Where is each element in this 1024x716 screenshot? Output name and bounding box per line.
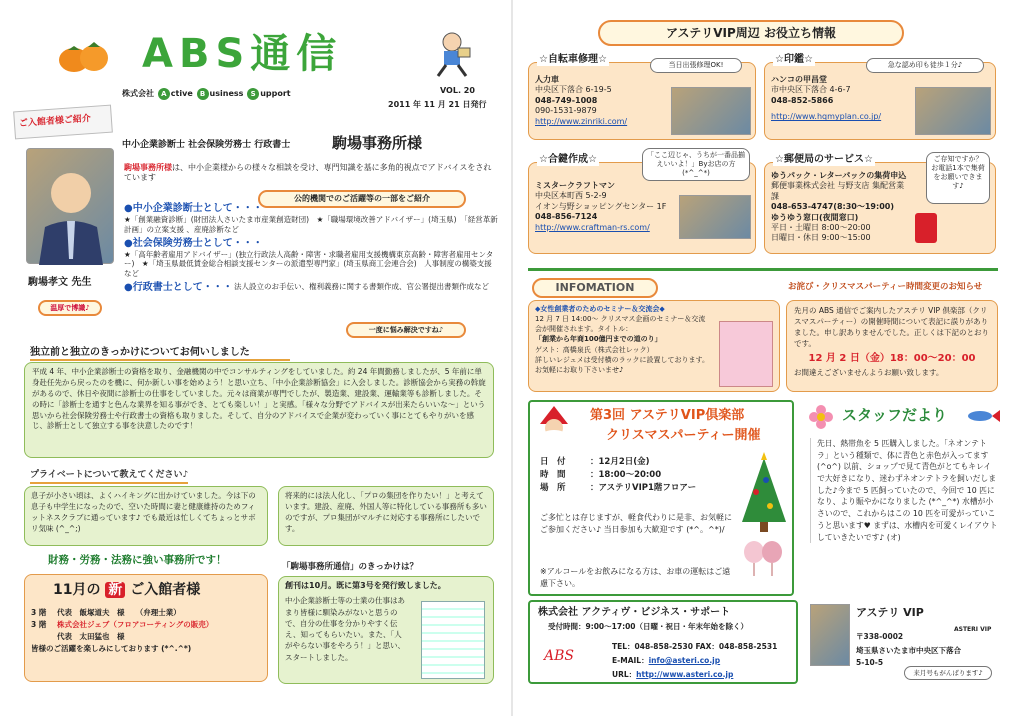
post-holiday: 日曜日・休日 9:00～15:00	[771, 233, 871, 243]
role-head: ●中小企業診断士として・・・	[124, 203, 263, 214]
party-date: 12月2日(金)	[598, 457, 650, 467]
asteri-address: 埼玉県さいたま市中央区下落合	[856, 646, 961, 655]
post-tel: 048-653-4747(8:30～19:00)	[771, 202, 894, 212]
url-link[interactable]: http://www.asteri.co.jp	[636, 670, 734, 679]
stamp-tel: 048-852-5866	[771, 95, 834, 105]
newcomer-row	[31, 619, 261, 631]
apology-time: 12 月 2 日（金）18：00～20：00	[808, 352, 976, 364]
credentials: 中小企業診断士 社会保険労務士 行政書士	[122, 140, 291, 150]
abs-logo	[540, 640, 580, 670]
staff-body: 先日、熱帯魚を 5 匹購入しました。「ネオンテトラ」という種類で、体に青色と赤色が入ってます(^o^) 以前、ショップで見て青色がとてもキレイで大好きになり、迷わずネオンテトラを飼いだしました♪今まで 5 匹飼っていたので、今回で 10 匹になり、より賑やかになりました (*^_^*) 水槽が小さいので、これからはこの 10 匹を可愛がっていこうと思います♥ まずは、水槽内を可愛くレイアウトしていきたいです♪ (オ)	[810, 438, 998, 543]
persimmon-icon	[56, 36, 112, 76]
circle-b: B	[197, 88, 209, 100]
keys-building: イオン与野ショッピングセンター 1F	[535, 201, 667, 211]
party-time-row: 時 間 ：18:00～20:00	[540, 469, 662, 480]
company-name: 株式会社 アクティヴ・ビジネス・サポート	[538, 607, 731, 618]
history-body: 平成 4 年、中小企業診断士の資格を取り、金融機関の中でコンサルティングをしていました。約 24 年間勤務しましたが、5 年前に単身赴任先から戻ったのを機に、何か新しい事を始めよう！と思い立ち、「中小企業診断協会」に入会しました。診断協会から実務の斡旋があるので、休日や夜間に診断士の仕事をしていました。元々は商業が専門でしたが、製造業、建設業、運輸業等も診断しました。その時に「診断士を通すと色んな業界を知る事ができ、とても楽しい！」と実感。「様々な分野でアドバイスが出来たらいいな～」という思いから社会保険労務士や行政書士の資格も取りました。そして、自分のアドバイスで企業が変わっていく事にとてもやりがいを感じ、診断士として独立する事を決意したのです！	[32, 367, 486, 431]
intro-pill-2: 一度に悩み解決ですね♪	[346, 322, 466, 338]
issue-date: 2011 年 11 月 21 日発行	[388, 100, 487, 109]
apology-heading: お詫び・クリスマスパーティー時間変更のお知らせ	[788, 282, 983, 292]
role-body: 法人設立のお手伝い、権利義務に関する書類作成、官公署提出書類作成など	[234, 281, 489, 291]
circle-a: A	[158, 88, 170, 100]
newcomer-row	[31, 607, 261, 619]
right-header: アステリVIP周辺 お役立ち情報	[598, 20, 904, 46]
email-link[interactable]: info@asteri.co.jp	[648, 656, 721, 665]
post-speech: ご存知ですか？お電話1本で集荷をお願いできます♪	[926, 152, 990, 204]
asteri-address-2: 5-10-5	[856, 658, 884, 667]
company-hours: 受付時間：9:00～17:00（日曜・祝日・年末年始を除く）	[548, 622, 749, 631]
stamp-link[interactable]: http://www.hqmyplan.co.jp/	[771, 112, 882, 122]
stamp-shop-name: ハンコの甲昌堂	[771, 75, 827, 84]
role-body: ★「創業融資診断」(財団法人さいたま市産業創造財団) ★「職場環境改善アドバイザー」(埼玉県) 「経営革新計画」の立案支援 、産廃診断など	[124, 215, 498, 234]
person-note: 温厚で博識♪	[38, 300, 102, 316]
bike-address: 中央区下落合 6-19-5	[535, 85, 612, 95]
newcomers-list	[31, 607, 261, 655]
private-box	[24, 486, 268, 546]
stamp-card	[764, 54, 996, 140]
page-fold	[511, 0, 513, 716]
bike-shop-name: 人力車	[535, 75, 559, 84]
person-photo	[26, 148, 114, 264]
keys-heading: ☆合鍵作成☆	[539, 154, 597, 165]
svg-text:ABS: ABS	[544, 648, 574, 664]
stamp-shop-photo	[915, 87, 991, 135]
role-item	[124, 237, 498, 279]
role-item	[124, 202, 498, 235]
bike-speech: 当日出張修理OK!	[650, 58, 742, 73]
asteri-zip: 〒338-0002	[856, 632, 904, 641]
bike-heading: ☆自転車修理☆	[539, 54, 607, 65]
future-body: 将来的には法人化し、「プロの集団を作りたい！」と考えています。建設、産廃、外国人等に特化している事務所も多いのですが、プロ集団がマルチに対応する事務所にしたいです。	[285, 491, 487, 533]
party-note: ※アルコールをお飲みになる方は、お車の運転はご遠慮下さい。	[540, 567, 731, 588]
stamp-address: 市中央区下落合 4-6-7	[771, 85, 851, 95]
role-body: ★「高年齢者雇用アドバイザー」(独立行政法人高齢・障害・求職者雇用支援機構東京高齢・障害者雇用センター) ★「埼玉県最低賃金総合相談支援センターの派遣型専門家」(埼玉県商工会連合会) 人事制度の構築支援など	[124, 249, 494, 278]
tsushin-heading: 「駒場事務所通信」のきっかけは？	[282, 562, 419, 572]
newcomers-title	[31, 581, 261, 599]
newcomer-floor: 3 階	[31, 608, 47, 618]
party-date-row: 日 付 ：12月2日(金)	[540, 457, 650, 467]
party-body: ご多忙とは存じますが、軽食代わりに是非、お気軽にご参加ください♪ 当日参加も大歓迎です (*^。^*)/	[540, 513, 732, 534]
intro-badge-label: ご入館者様ご紹介	[18, 114, 92, 130]
newsletter-thumbnail	[421, 601, 485, 679]
masthead-company	[122, 88, 291, 100]
company-email-row	[612, 656, 720, 666]
intro-lead	[124, 163, 496, 184]
bike-link[interactable]: http://www.zinriki.com/	[535, 116, 628, 126]
url-label: URL：	[612, 670, 637, 679]
intro-pill: 公的機関でのご活躍等の一部をご紹介	[258, 190, 466, 208]
future-box	[278, 486, 494, 546]
company-url-row	[612, 670, 733, 680]
stamp-speech: 急な認め印も徒歩１分♪	[866, 58, 984, 73]
lead-name: 駒場事務所様	[124, 163, 172, 172]
roles-block	[124, 202, 498, 292]
asteri-building-photo	[810, 604, 850, 666]
wine-glasses-icon	[738, 538, 786, 578]
keys-speech: 「ここ辺じゃ、うちが一番品揃えいいよ！」Byお店の方 (*^_^*)	[642, 148, 750, 181]
newcomers-month: 11月の	[53, 582, 101, 598]
party-details	[540, 456, 696, 494]
post-title: ゆうパック・レターパックの集荷申込	[771, 171, 907, 180]
keys-shop-name: ミスタークラフトマン	[535, 181, 615, 190]
party-time-label: 時 間	[540, 469, 566, 480]
info-box	[528, 300, 780, 392]
mailbox-icon	[915, 213, 937, 243]
post-weekday: 平日・土曜日 8:00～20:00	[771, 222, 871, 232]
post-heading: ☆郵便局のサービス☆	[775, 154, 873, 165]
word-active: ctive	[170, 89, 193, 98]
fish-icon	[966, 408, 1000, 424]
person-name: 駒場孝文 先生	[28, 277, 92, 288]
bike-mobile: 090-1531-9879	[535, 106, 597, 116]
info-seminar: ◆女性創業者のためのセミナー＆交流会◆	[535, 305, 665, 313]
history-box	[24, 362, 494, 458]
role-item	[124, 281, 498, 292]
newcomers-box	[24, 574, 268, 682]
tsushin-box	[278, 576, 494, 684]
bike-tel: 048-749-1008	[535, 95, 598, 105]
strong-heading: 財務・労務・法務に強い事務所です！	[48, 554, 227, 566]
email-label: E-MAIL：	[612, 656, 649, 665]
keys-tel: 048-856-7124	[535, 212, 598, 222]
volume-number: VOL. 20	[440, 86, 475, 95]
info-body-1: 12 月 7 日 14:00～ クリスマス企画のセミナー＆交流会が開催されます。タイトル：	[535, 315, 706, 334]
info-flyer	[719, 321, 773, 387]
info-guest: ゲスト：高橋泉氏（株式会社レック）	[535, 345, 654, 354]
party-place-row: 場 所 ：アステリVIP1階フロアー	[540, 482, 697, 493]
newcomer-row	[31, 631, 261, 643]
history-heading: 独立前と独立のきっかけについてお伺いしました	[30, 346, 290, 361]
company-prefix: 株式会社	[122, 89, 154, 98]
word-support: upport	[260, 89, 291, 98]
santa-icon	[534, 404, 574, 440]
info-body-2: 詳しいレジュメは受付横のラックに設置しております。お気軽にお取り下さいませ♪	[535, 355, 709, 374]
newcomers-footer: 皆様のご活躍を楽しみにしております (*^.^*)	[31, 644, 192, 654]
apology-footer: お間違えございませんようお願い致します。	[794, 368, 944, 377]
party-place: アステリVIP1階フロアー	[598, 482, 697, 493]
tsushin-body: 中小企業診断士等の士業の仕事はあまり皆様に馴染みがないと思うので、自分の仕事を分かりやすく伝え、知ってもらいたい。また、「人がやらない事をやろう！」と思い、スタートしました。	[285, 596, 405, 662]
newcomers-shin-badge: 新	[105, 582, 125, 598]
newcomer-floor: 3 階	[31, 620, 47, 630]
party-title-2: クリスマスパーティー開催	[606, 428, 761, 443]
asteri-speech: 来月号もがんばります♪	[904, 666, 992, 680]
newcomer-text: 代表 太田猛也 様	[57, 632, 125, 642]
runner-icon	[428, 30, 474, 80]
keys-address: 中央区本町西 5-2-9	[535, 191, 607, 201]
newcomer-text: 代表 飯塚道夫 様 （弁理士業）	[57, 608, 181, 618]
intro-badge	[13, 105, 113, 140]
masthead-title: ABS通信	[142, 31, 343, 77]
stamp-heading: ☆印鑑☆	[775, 54, 813, 65]
role-head: ●社会保険労務士として・・・	[124, 237, 263, 249]
lead-text: は、中小企業様からの様々な相談を受け、専門知識を基に多角的視点でアドバイスをされています	[124, 163, 492, 183]
tsushin-sub: 創刊は10月。既に第3号を発行致しました。	[285, 581, 446, 590]
christmas-tree-icon	[736, 452, 792, 534]
newcomer-text: 株式会社ジェブ（フロアコーティングの販売）	[57, 620, 214, 630]
staff-heading: スタッフだより	[842, 406, 948, 424]
office-name: 駒場事務所様	[332, 134, 423, 152]
info-heading: INFOMATION	[532, 278, 658, 298]
circle-s: S	[247, 88, 259, 100]
section-divider	[528, 268, 998, 271]
party-title-1: 第3回 アステリVIP倶楽部	[590, 408, 745, 423]
party-time: 18:00～20:00	[598, 469, 662, 480]
staff-flower-icon	[808, 404, 834, 430]
keys-shop-photo	[679, 195, 751, 239]
asteri-name: アステリ VIP	[856, 606, 924, 619]
word-business: usiness	[209, 89, 244, 98]
post-company: 郵便事業株式会社 与野支店 集配営業課	[771, 181, 905, 201]
apology-box	[786, 300, 998, 392]
bike-card	[528, 54, 756, 140]
role-head: ●行政書士として・・・	[124, 281, 233, 293]
private-heading: プライベートについて教えてください♪	[30, 470, 188, 484]
keys-link[interactable]: http://www.craftman-rs.com/	[535, 222, 650, 232]
party-place-label: 場 所	[540, 482, 566, 493]
apology-body: 先月の ABS 通信でご案内したアステリ VIP 倶楽部（クリスマスパーティー）の開催時間について表記に誤りがありました。申し訳ありませんでした。正しくは下記のとおりです。	[794, 306, 989, 348]
info-title: 「創業から年商100億円までの道のり」	[535, 335, 662, 344]
private-body: 息子が小さい頃は、よくハイキングに出かけていました。今は下の息子も中学生になったので、空いた時間に妻と健康維持のためフィットネスクラブに通っています♪ でも最近は忙しくてちょっとサボリ気味 (^_^;)	[31, 491, 256, 533]
asteri-logo: ASTERI VIP	[954, 626, 992, 633]
post-window: ゆうゆう窓口(夜間窓口)	[771, 212, 859, 222]
party-date-label: 日 付	[540, 457, 566, 467]
company-tel: TEL：048-858-2530 FAX：048-858-2531	[612, 642, 778, 651]
bike-shop-photo	[671, 87, 751, 135]
newcomers-title-text: ご入館者様	[130, 582, 201, 598]
